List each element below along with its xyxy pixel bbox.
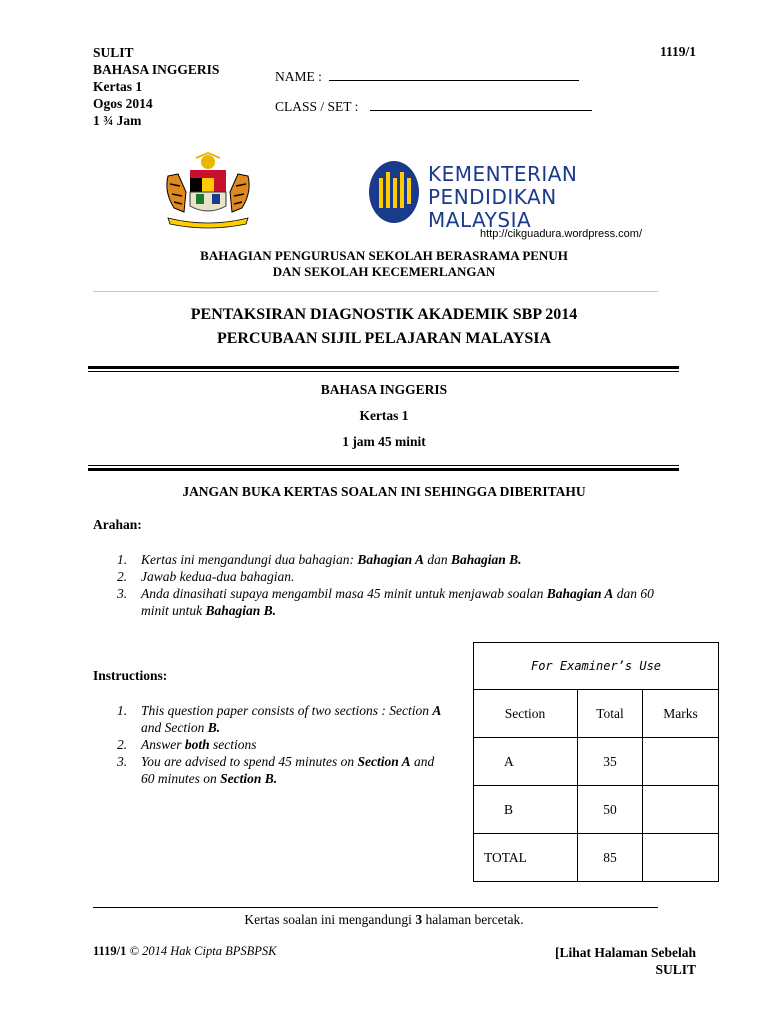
name-field[interactable] — [275, 68, 579, 85]
department-line: BAHAGIAN PENGURUSAN SEKOLAH BERASRAMA PENUH — [200, 248, 568, 263]
section-cell: TOTAL — [474, 834, 578, 882]
name-blank[interactable] — [329, 68, 579, 81]
class-label: CLASS / SET : — [275, 99, 359, 114]
examiner-table — [473, 642, 719, 882]
item-text: Anda dinasihati supaya mengambil masa 45 minit untuk menjawab soalan — [141, 586, 547, 601]
kpm-line: KEMENTERIAN — [428, 162, 578, 186]
item-bold: Bahagian B. — [451, 552, 522, 567]
table-header-row — [474, 690, 719, 738]
item-text: and 60 minutes on — [141, 754, 435, 786]
marks-cell[interactable] — [643, 786, 719, 834]
divider-thick — [88, 468, 679, 471]
item-number: 2. — [117, 569, 128, 584]
item-text: and Section — [141, 720, 208, 735]
department-name — [0, 248, 768, 280]
table-row — [474, 786, 719, 834]
divider-thin — [88, 371, 679, 372]
item-text: dan — [424, 552, 452, 567]
copyright-text: © 2014 Hak Cipta BPSBPSK — [129, 944, 277, 958]
duration: 1 jam 45 minit — [342, 434, 426, 449]
item-text: You are advised to spend 45 minutes on — [141, 754, 358, 769]
table-row — [474, 738, 719, 786]
item-number: 3. — [117, 754, 128, 769]
kpm-line: MALAYSIA — [428, 208, 532, 232]
department-line: DAN SEKOLAH KECEMERLANGAN — [272, 264, 496, 279]
list-item — [117, 736, 447, 753]
footer-right — [555, 944, 696, 978]
kpm-line: PENDIDIKAN — [428, 185, 557, 209]
table-row — [474, 834, 719, 882]
item-number: 1. — [117, 552, 128, 567]
item-text: sections — [209, 737, 257, 752]
item-bold: B. — [207, 720, 221, 735]
page-count-note — [0, 912, 768, 928]
instructions-list — [117, 702, 447, 787]
list-item — [117, 753, 447, 787]
page-count-text: halaman bercetak. — [422, 912, 524, 927]
total-cell: 35 — [578, 738, 643, 786]
divider-thick — [88, 366, 679, 369]
list-item — [117, 702, 447, 736]
exam-title: PENTAKSIRAN DIAGNOSTIK AKADEMIK SBP 2014 — [190, 306, 578, 323]
header-line: BAHASA INGGERIS — [93, 62, 220, 77]
header-cell: Marks — [643, 690, 719, 738]
divider — [93, 291, 658, 292]
header-info — [93, 44, 219, 129]
item-bold: both — [184, 737, 210, 752]
footer-sulit: SULIT — [655, 962, 696, 977]
header-line: 1 ¾ Jam — [93, 113, 142, 128]
page-count-text: Kertas soalan ini mengandungi — [244, 912, 416, 927]
item-bold: Bahagian A — [357, 552, 425, 567]
header-line: Ogos 2014 — [93, 96, 153, 111]
class-field[interactable] — [275, 98, 592, 115]
source-url[interactable]: http://cikguadura.wordpress.com/ — [480, 228, 643, 240]
item-text: dan 60 minit untuk — [141, 586, 654, 618]
paper-number: Kertas 1 — [359, 408, 409, 423]
item-text: Kertas ini mengandungi dua bahagian: — [141, 552, 358, 567]
item-bold: Section B. — [220, 771, 278, 786]
item-number: 2. — [117, 737, 128, 752]
item-number: 3. — [117, 586, 128, 601]
arahan-list — [117, 551, 677, 619]
total-cell: 85 — [578, 834, 643, 882]
item-bold: Section A — [357, 754, 411, 769]
exam-subtitle: PERCUBAAN SIJIL PELAJARAN MALAYSIA — [216, 330, 552, 347]
warning-text: JANGAN BUKA KERTAS SOALAN INI SEHINGGA DIBERITAHU — [182, 484, 586, 499]
instructions-heading: Instructions: — [93, 668, 168, 683]
kpm-logo — [368, 160, 420, 224]
footer-divider — [93, 907, 658, 908]
item-text: This question paper consists of two sections : Section — [141, 703, 433, 718]
footer-code: 1119/1 — [93, 944, 127, 958]
divider-thin — [88, 465, 679, 466]
item-text: Answer — [141, 737, 185, 752]
list-item — [117, 585, 677, 619]
name-label: NAME : — [275, 69, 322, 84]
arahan-heading: Arahan: — [93, 517, 142, 532]
page-count-number: 3 — [415, 912, 423, 927]
class-blank[interactable] — [370, 98, 592, 111]
footer-copyright — [93, 944, 276, 959]
section-cell: B — [474, 786, 578, 834]
total-cell: 50 — [578, 786, 643, 834]
subject-name: BAHASA INGGERIS — [320, 382, 448, 397]
item-bold: Bahagian A — [546, 586, 614, 601]
table-caption: For Examiner’s Use — [474, 643, 719, 690]
paper-code: 1119/1 — [659, 44, 696, 59]
header-line: Kertas 1 — [93, 79, 143, 94]
item-bold: A — [432, 703, 442, 718]
header-line: SULIT — [93, 45, 134, 60]
next-page-note: [Lihat Halaman Sebelah — [554, 945, 696, 960]
marks-cell[interactable] — [643, 738, 719, 786]
list-item — [117, 551, 677, 568]
header-cell: Total — [578, 690, 643, 738]
coat-of-arms-logo — [160, 152, 256, 232]
header-cell: Section — [474, 690, 578, 738]
list-item — [117, 568, 677, 585]
item-bold: Bahagian B. — [205, 603, 277, 618]
marks-cell[interactable] — [643, 834, 719, 882]
item-text: Jawab kedua-dua bahagian. — [141, 569, 295, 584]
section-cell: A — [474, 738, 578, 786]
item-number: 1. — [117, 703, 128, 718]
kpm-wordmark — [428, 163, 577, 232]
